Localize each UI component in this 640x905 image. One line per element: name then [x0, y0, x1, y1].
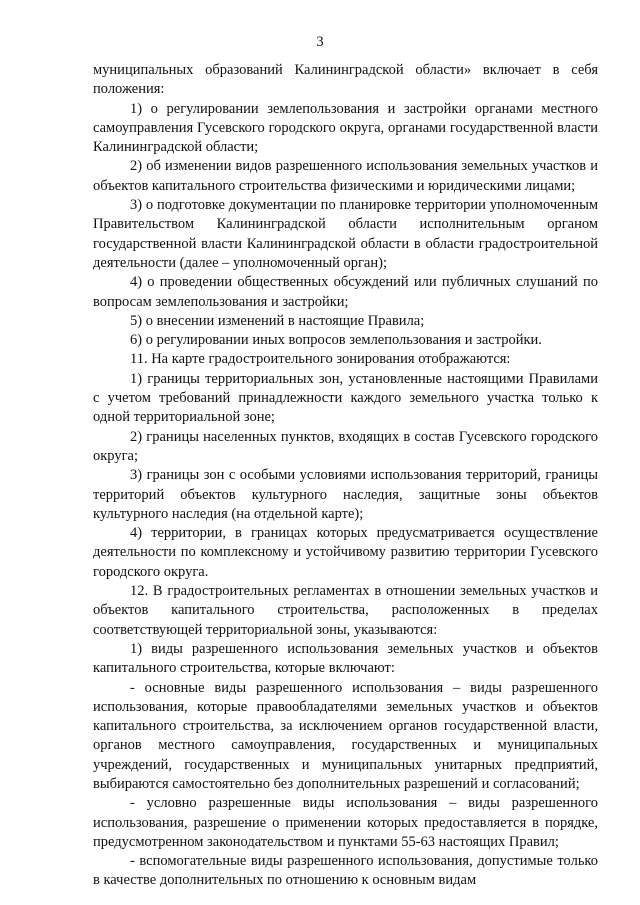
- body-text: [93, 61, 598, 891]
- paragraph-main-uses: - основные виды разрешенного использования – виды разрешенного использования, которые правообладателями земельных участков и объектов капитального строительства, за исключением органов государственной власти, органов местного самоуправления, государственных и муниципальных учреждений, государственных и муниципальных унитарных предприятий, выбираются самостоятельно без дополнительных разрешений и согласований;: [93, 679, 598, 792]
- paragraph-11-item-3: 3) границы зон с особыми условиями использования территорий, границы территорий объектов культурного наследия, защитные зоны объектов культурного наследия (на отдельной карте);: [93, 467, 598, 522]
- paragraph-12-item-1: 1) виды разрешенного использования земельных участков и объектов капитального строительства, которые включают:: [93, 640, 598, 677]
- paragraph-11-item-4: 4) территории, в границах которых предусматривается осуществление деятельности по комплексному и устойчивому развитию территории Гусевского городского округа.: [93, 525, 598, 580]
- paragraph-11-item-2: 2) границы населенных пунктов, входящих в состав Гусевского городского округа;: [93, 428, 598, 464]
- paragraph-item-2: 2) об изменении видов разрешенного использования земельных участков и объектов капитального строительства физическими и юридическими лицами;: [93, 158, 598, 194]
- paragraph-11-item-1: 1) границы территориальных зон, установленные настоящими Правилами с учетом требований принадлежности каждого земельного участка только к одной территориальной зоне;: [93, 370, 598, 426]
- paragraph-item-4: 4) о проведении общественных обсуждений или публичных слушаний по вопросам землепользования и застройки;: [93, 274, 598, 310]
- paragraph-intro: муниципальных образований Калининградской области» включает в себя положения:: [93, 62, 598, 98]
- paragraph-item-3: 3) о подготовке документации по планировке территории уполномоченным Правительством Калининградской области исполнительным органом государственной власти Калининградской области в области градостроительной деятельности (далее – уполномоченный орган);: [93, 197, 598, 271]
- paragraph-conditional-uses: - условно разрешенные виды использования – виды разрешенного использования, разрешение о применении которых предоставляется в порядке, предусмотренном законодательством и пунктами 55-63 настоящих Правил;: [93, 795, 598, 850]
- paragraph-item-1: 1) о регулировании землепользования и застройки органами местного самоуправления Гусевского городского округа, органами государственной власти Калининградской области;: [93, 100, 598, 156]
- paragraph-item-6: 6) о регулировании иных вопросов землепользования и застройки.: [130, 332, 542, 349]
- paragraph-section-11: 11. На карте градостроительного зонирования отображаются:: [130, 351, 511, 368]
- paragraph-auxiliary-uses: - вспомогательные виды разрешенного использования, допустимые только в качестве дополнительных по отношению к основным видам: [93, 853, 598, 889]
- page-number: 3: [316, 34, 324, 50]
- paragraph-section-12: 12. В градостроительных регламентах в отношении земельных участков и объектов капитального строительства, расположенных в пределах соответствующей территориальной зоны, указываются:: [93, 583, 598, 638]
- paragraph-item-5: 5) о внесении изменений в настоящие Правила;: [130, 312, 425, 329]
